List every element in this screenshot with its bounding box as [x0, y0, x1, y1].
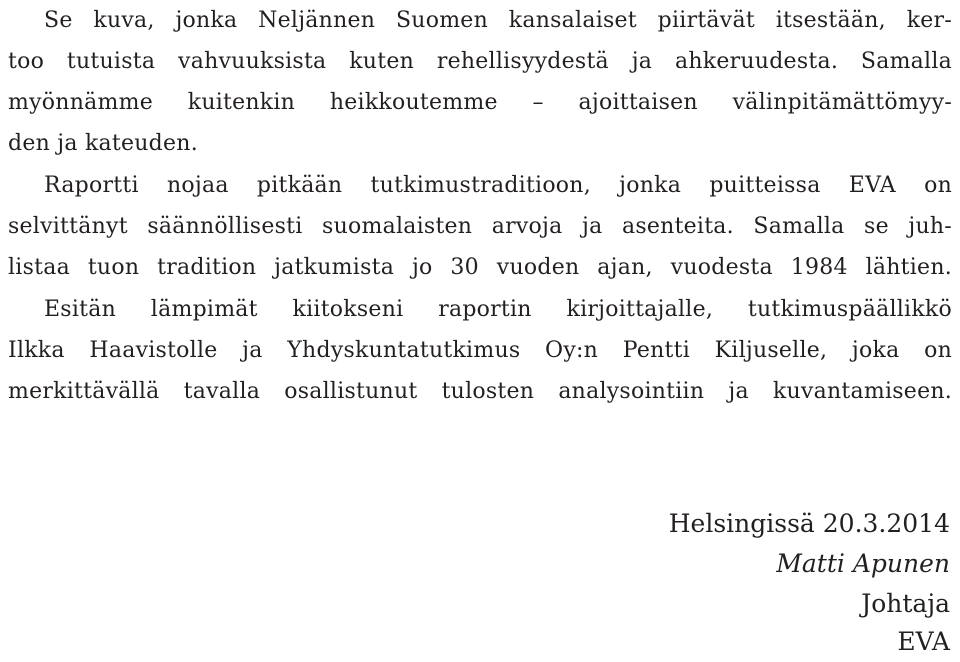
- text-line: den ja kateuden.: [8, 131, 198, 156]
- text-line: Ilkka Haavistolle ja Yhdyskuntatutkimus Oy:n Pentti Kiljuselle, joka on: [8, 338, 952, 363]
- signer-name: Matti Apunen: [776, 549, 950, 578]
- text-line: too tutuista vahvuuksista kuten rehellisyydestä ja ahkeruudesta. Samalla: [8, 49, 952, 74]
- text-line: Raportti nojaa pitkään tutkimustraditioon, jonka puitteissa EVA on: [44, 173, 952, 198]
- text-line: selvittänyt säännöllisesti suomalaisten arvoja ja asenteita. Samalla se juh-: [8, 214, 952, 239]
- text-line: merkittävällä tavalla osallistunut tulosten analysointiin ja kuvantamiseen.: [8, 379, 952, 404]
- organization-name: EVA: [897, 627, 950, 656]
- place-date: Helsingissä 20.3.2014: [668, 509, 950, 538]
- text-line: Esitän lämpimät kiitokseni raportin kirjoittajalle, tutkimuspäällikkö: [44, 297, 952, 322]
- text-line: myönnämme kuitenkin heikkoutemme – ajoittaisen välinpitämättömyy-: [8, 90, 952, 115]
- text-line: listaa tuon tradition jatkumista jo 30 vuoden ajan, vuodesta 1984 lähtien.: [8, 255, 952, 280]
- text-line: Se kuva, jonka Neljännen Suomen kansalaiset piirtävät itsestään, ker-: [44, 8, 952, 33]
- signer-title: Johtaja: [861, 589, 950, 618]
